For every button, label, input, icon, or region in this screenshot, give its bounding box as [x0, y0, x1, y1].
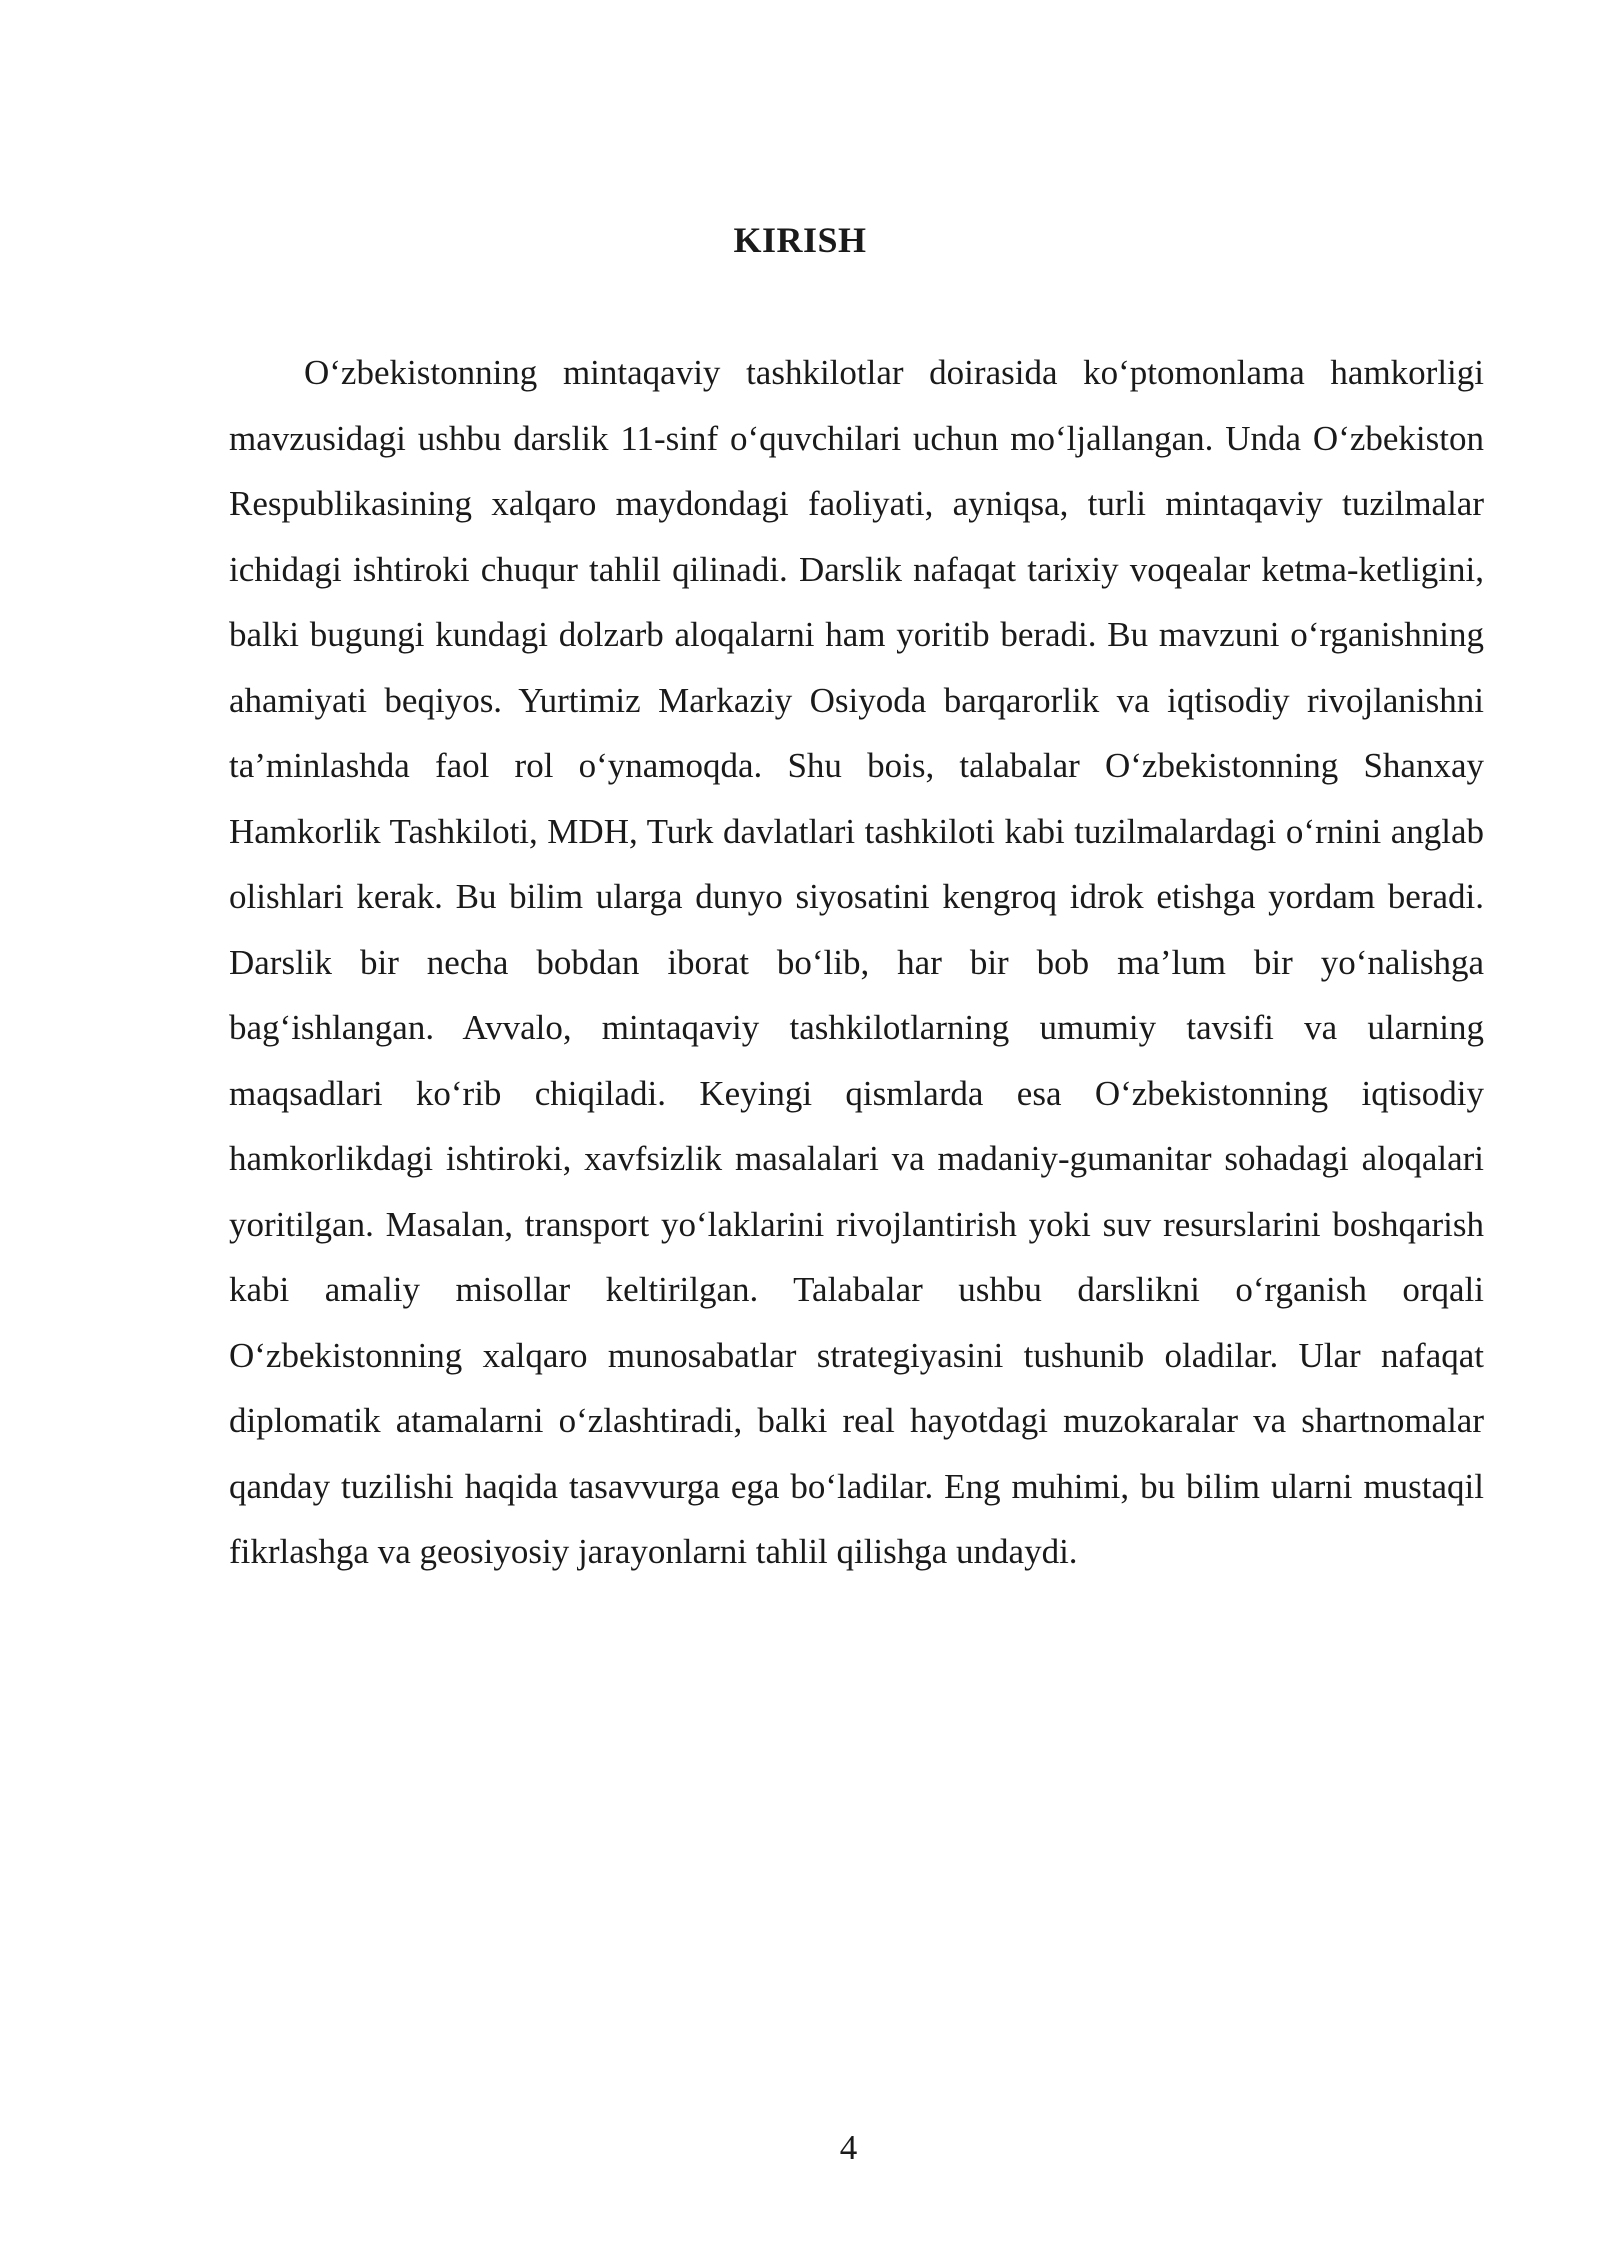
section-heading: KIRISH [733, 220, 867, 260]
page-number: 4 [839, 2128, 858, 2167]
body-paragraph: O‘zbekistonning mintaqaviy tashkilotlar doirasida ko‘ptomonlama hamkorligi mavzusidagi ushbu darslik 11-sinf o‘quvchilari uchun mo‘ljallangan. Unda O‘zbekiston Respublikasining xalqaro maydondagi faoliyati, ayniqsa, turli mintaqaviy tuzilmalar ichidagi ishtiroki chuqur tahlil qilinadi. Darslik nafaqat tarixiy voqealar ketma-ketligini, balki bugungi kundagi dolzarb aloqalarni ham yoritib beradi. Bu mavzuni o‘rganishning ahamiyati beqiyos. Yurtimiz Markaziy Osiyoda barqarorlik va iqtisodiy rivojlanishni ta’minlashda faol rol o‘ynamoqda. Shu bois, talabalar O‘zbekistonning Shanxay Hamkorlik Tashkiloti, MDH, Turk davlatlari tashkiloti kabi tuzilmalardagi o‘rnini anglab olishlari kerak. Bu bilim ularga dunyo siyosatini kengroq idrok etishga yordam beradi. Darslik bir necha bobdan iborat bo‘lib, har bir bob ma’lum bir yo‘nalishga bag‘ishlangan. Avvalo, mintaqaviy tashkilotlarning umumiy tavsifi va ularning maqsadlari ko‘rib chiqiladi. Keyingi qismlarda esa O‘zbekistonning iqtisodiy hamkorlikdagi ishtiroki, xavfsizlik masalalari va madaniy-gumanitar sohadagi aloqalari yoritilgan. Masalan, transport yo‘laklarini rivojlantirish yoki suv resurslarini boshqarish kabi amaliy misollar keltirilgan. Talabalar ushbu darslikni o‘rganish orqali O‘zbekistonning xalqaro munosabatlar strategiyasini tushunib oladilar. Ular nafaqat diplomatik atamalarni o‘zlashtiradi, balki real hayotdagi muzokaralar va shartnomalar qanday tuzilishi haqida tasavvurga ega bo‘ladilar. Eng muhimi, bu bilim ularni mustaqil fikrlashga va geosiyosiy jarayonlarni tahlil qilishga undaydi. [229, 353, 1484, 1571]
